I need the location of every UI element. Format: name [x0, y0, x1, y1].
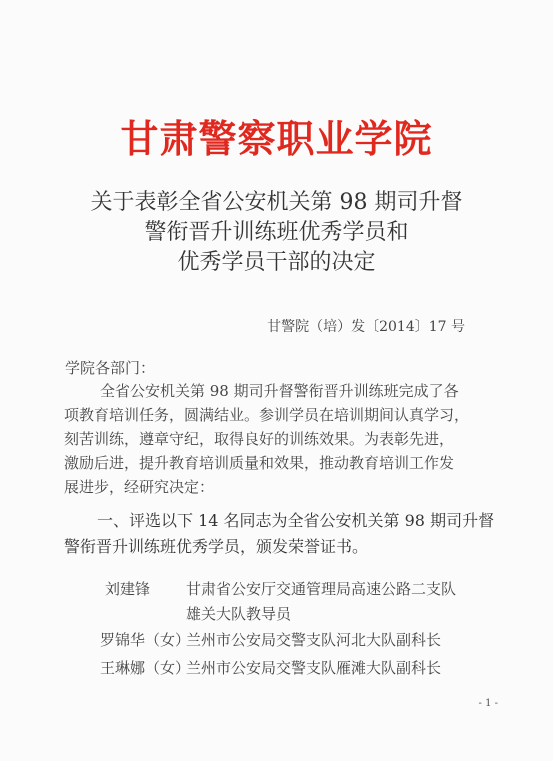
document-number: 甘警院（培）发〔2014〕17 号: [267, 319, 465, 335]
paragraph-line: 展进步，经研究决定：: [64, 478, 215, 496]
honoree-name: 王琳娜（女）: [100, 659, 191, 677]
page-number: - 1 -: [478, 698, 498, 709]
section-heading-line: 一、评选以下 14 名同志为全省公安机关第 98 期司升督: [97, 511, 495, 530]
org-header: 甘肃警察职业学院: [120, 116, 433, 161]
paragraph-line: 刻苦训练，遵章守纪，取得良好的训练效果。为表彰先进，: [64, 430, 455, 448]
paragraph-line: 激励后进，提升教育培训质量和效果，推动教育培训工作发: [64, 454, 455, 472]
section-heading-line: 警衔晋升训练班优秀学员，颁发荣誉证书。: [64, 537, 369, 556]
document-title: [0, 188, 553, 278]
paragraph-line: 全省公安机关第 98 期司升督警衔晋升训练班完成了各: [100, 382, 459, 400]
honoree-unit: 兰州市公安局交警支队雁滩大队副科长: [186, 659, 442, 677]
paragraph-line: 项教育培训任务，圆满结业。参训学员在培训期间认真学习，: [64, 406, 470, 424]
honoree-name: 罗锦华（女）: [100, 631, 191, 649]
salutation: 学院各部门：: [65, 359, 156, 377]
title-line: 警衔晋升训练班优秀学员和: [144, 220, 409, 245]
honoree-unit: 雄关大队教导员: [186, 605, 292, 623]
honoree-name: 刘建锋: [105, 580, 151, 598]
honoree-unit: 兰州市公安局交警支队河北大队副科长: [186, 631, 442, 649]
title-line: 优秀学员干部的决定: [177, 250, 376, 275]
title-line: 关于表彰全省公安机关第 98 期司升督: [90, 190, 463, 215]
honoree-unit: 甘肃省公安厅交通管理局高速公路二支队: [186, 580, 457, 598]
